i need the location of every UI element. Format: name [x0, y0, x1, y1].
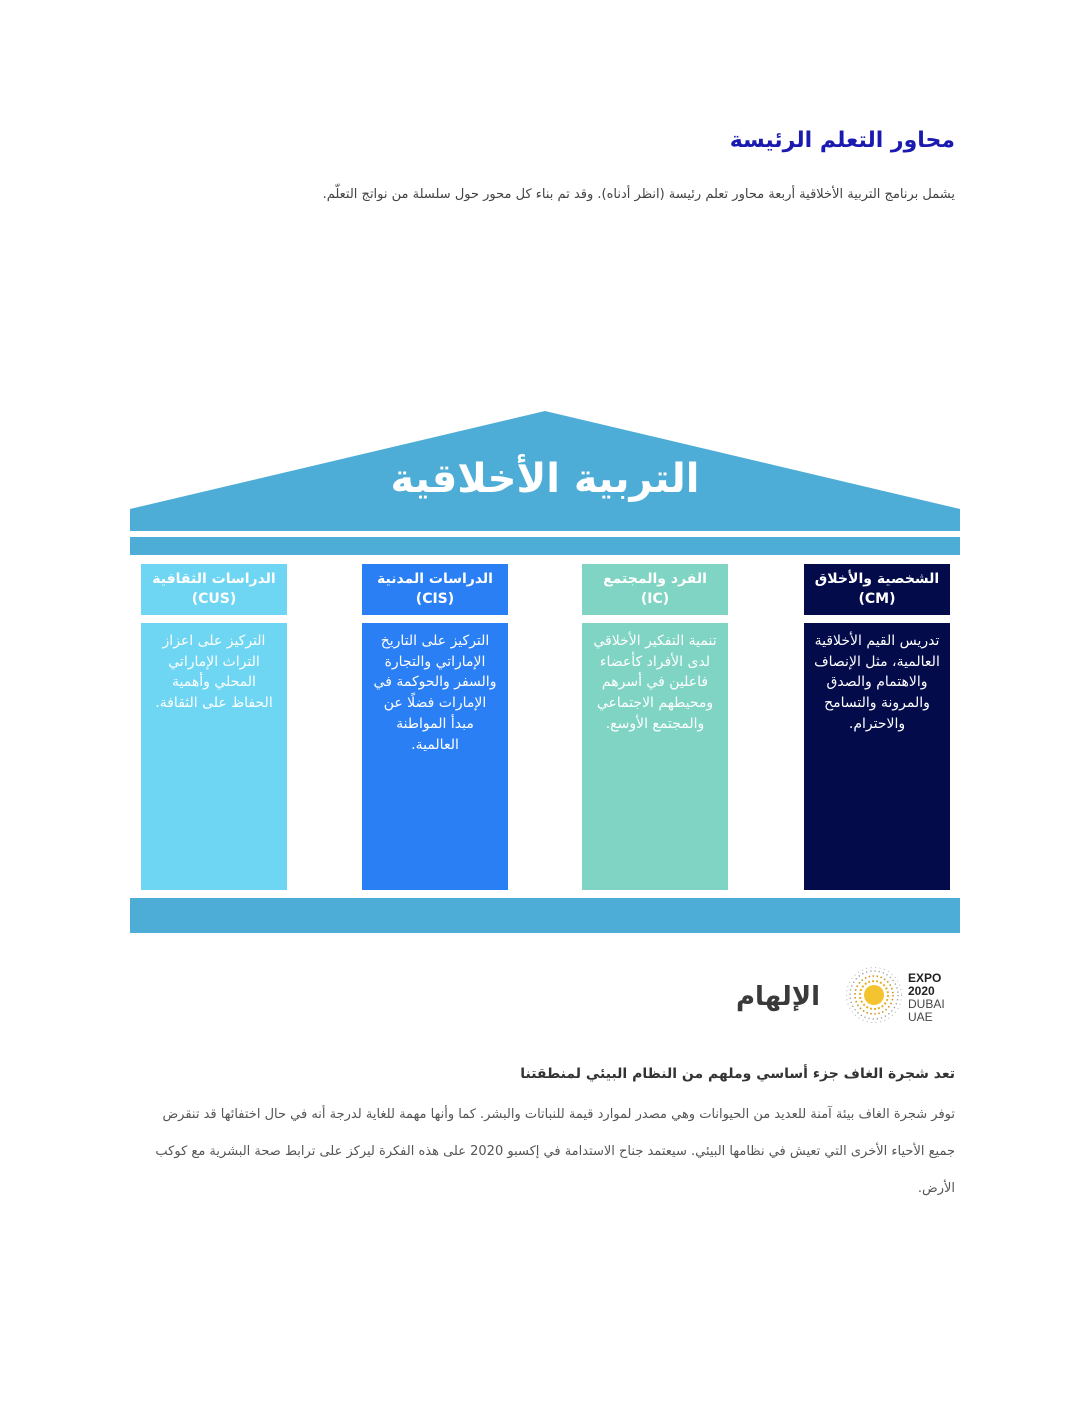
- pillar-body-cus: التركيز على اعزاز التراث الإماراتي المحلي وأهمية الحفاظ على الثقافة.: [141, 623, 287, 890]
- pillar-head-cm: [804, 564, 950, 615]
- pillar-code: (CIS): [415, 590, 455, 607]
- logo-line-4: UAE: [908, 1010, 933, 1024]
- pillar-head-cus: [141, 564, 287, 615]
- pillar-code: (CM): [858, 590, 896, 607]
- pillar-head-cis: [362, 564, 508, 615]
- temple-base: [130, 898, 960, 933]
- pillar-name: الدراسات المدنية: [377, 570, 493, 587]
- pillar-name: الدراسات الثقافية: [152, 570, 276, 587]
- inspiration-body: توفر شجرة الغاف بيئة آمنة للعديد من الحيوانات وهي مصدر لموارد قيمة للنباتات والبشر. كما وأنها مهمة للغاية لدرجة أنه في حال اختفائها قد تنقرض جميع الأحياء الأخرى التي تعيش في نظامها البيئي. سيعتمد جناح الاستدامة في إكسبو 2020 على هذه الفكرة ليركز على ترابط صحة البشرية مع كوكب الأرض.: [155, 1107, 955, 1196]
- pillar-body-cm: تدريس القيم الأخلاقية العالمية، مثل الإنصاف والاهتمام والصدق والمرونة والتسامح والاحترام.: [804, 623, 950, 890]
- pillar-head-ic: [582, 564, 728, 615]
- pillar-code: (IC): [640, 590, 670, 607]
- pillar-body-cis: التركيز على التاريخ الإماراتي والتجارة والسفر والحوكمة في الإمارات فضلًا عن مبدأ المواطنة العالمية.: [362, 623, 508, 890]
- expo-rosette-icon: [847, 968, 902, 1023]
- pillar-body-ic: تنمية التفكير الأخلاقي لدى الأفراد كأعضاء فاعلين في أسرهم ومحيطهم الاجتماعي والمجتمع الأوسع.: [582, 623, 728, 890]
- intro-paragraph: يشمل برنامج التربية الأخلاقية أربعة محاور تعلم رئيسة (انظر أدناه). وقد تم بناء كل محور حول سلسلة من نواتج التعلّم.: [322, 187, 955, 202]
- pillar-code: (CUS): [191, 590, 237, 607]
- inspiration-subtitle: تعد شجرة الغاف جزء أساسي وملهم من النظام البيئي لمنطقتنا: [520, 1066, 955, 1082]
- temple-beam: [130, 537, 960, 555]
- logo-line-1: EXPO: [908, 971, 942, 985]
- pillar-name: الشخصية والأخلاق: [814, 570, 940, 587]
- logo-line-3: DUBAI: [908, 997, 945, 1011]
- roof-title: التربية الأخلاقية: [390, 456, 700, 502]
- expo-2020-logo: [845, 966, 957, 1024]
- page-title: محاور التعلم الرئيسة: [729, 128, 955, 153]
- logo-line-2: 2020: [908, 984, 935, 998]
- pillar-name: الفرد والمجتمع: [603, 570, 707, 587]
- inspiration-title: الإلهام: [735, 982, 820, 1012]
